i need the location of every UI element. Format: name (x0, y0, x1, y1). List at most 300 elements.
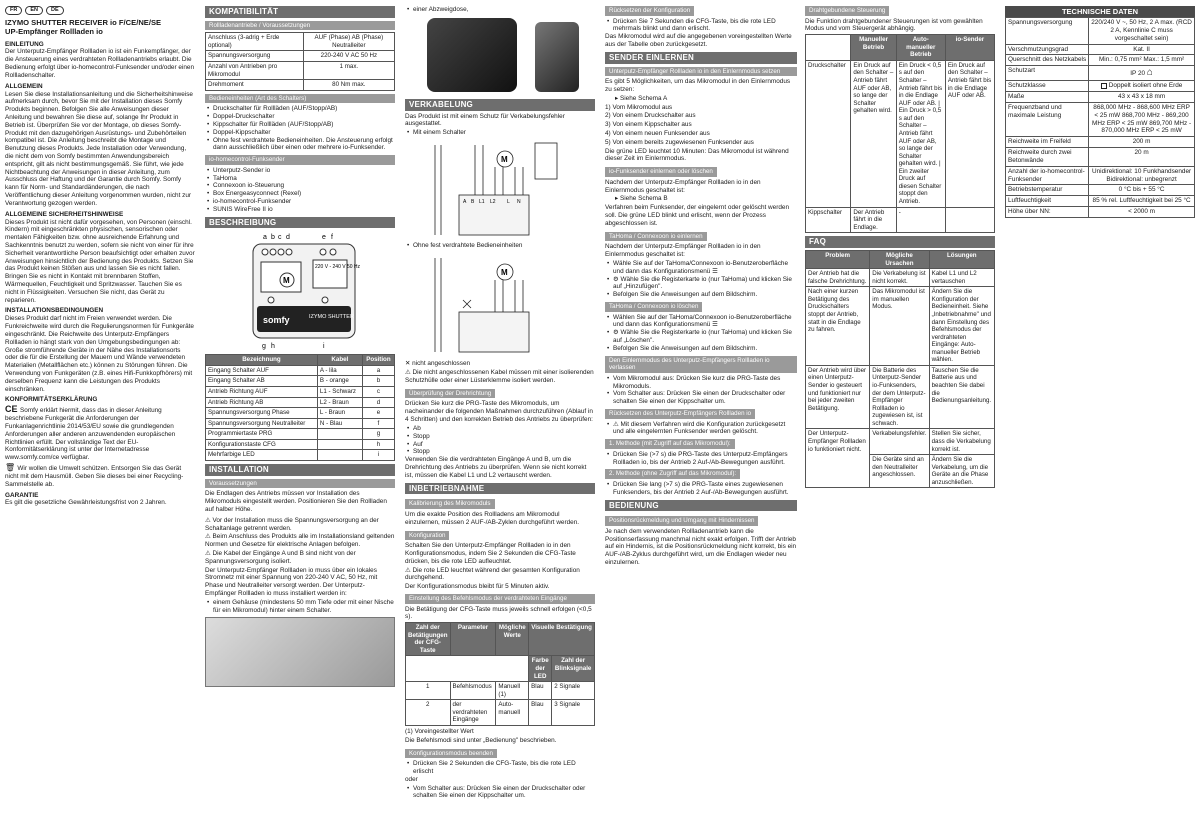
list-item: • Drücken Sie lang (>7 s) die PRG-Taste eines zugewiesenen Funksenders, bis der Antrieb 2 Auf-/Ab-Bewegungen ausführt. (605, 481, 797, 497)
terminal-label: L2 (490, 199, 496, 205)
cell: Ein Druck auf den Schalter – Antrieb fährt AUF oder AB, so lange der Schalter gehalten wird. (851, 60, 896, 207)
subsection-configuration: Konfiguration (405, 531, 449, 541)
list-item: • Befolgen Sie die Anweisungen auf dem Bildschirm. (605, 345, 797, 353)
table-row (806, 207, 995, 233)
item-text: Mit diesem Verfahren wird die Konfiguration zurückgesetzt und alle eingelernten Funksender werden gelöscht. (613, 420, 786, 436)
option-line: 4) Von einem neuen Funksender aus (605, 130, 710, 137)
section-title-operation: BEDIENUNG (605, 500, 797, 512)
table-row (1006, 44, 1195, 55)
language-flags (5, 6, 195, 15)
list-item (605, 260, 797, 276)
cell: Druckschalter (806, 60, 851, 207)
warning-line: Vor der Installation muss die Spannungsversorgung an der Schaltanlage getrennt werden. (205, 516, 379, 532)
subsection-motors: Rollladenantriebe / Voraussetzungen (205, 21, 395, 31)
subsection-tahoma-delete: TaHoma / Connexoon io löschen (605, 302, 702, 312)
list-item: • Stopp (405, 433, 595, 441)
table-row (206, 418, 395, 429)
cell: 220-240 V AC 50 Hz (303, 51, 394, 62)
faq-table (805, 250, 995, 488)
recycle-bin-icon: 🗑 (5, 463, 18, 473)
section-heading: GARANTIE (5, 491, 39, 499)
cell: 2 (406, 700, 451, 726)
cell: Maße (1006, 92, 1089, 103)
schema-text: Siehe Schema A (619, 94, 668, 102)
header-cell: Lösungen (929, 251, 994, 269)
doc-subtitle: UP-Empfänger Rollladen io (5, 27, 103, 37)
cell: Betriebstemperatur (1006, 185, 1089, 196)
table-row (206, 33, 395, 51)
gear-icon: ⚙ (613, 329, 621, 337)
terminal (330, 249, 336, 255)
cell: Das Mikromodul ist im manuellen Modus. (870, 287, 929, 366)
cell: Min.: 0,75 mm² Max.: 1,5 mm² (1089, 55, 1195, 66)
sender-list (205, 167, 395, 214)
install-text: Der Unterputz-Empfänger Rollladen io muss über ein lokales Stromnetz mit einer Spannung von 220-240 V AC, 50 Hz, mit Phase und Neutralleiter versorgt werden. Der Unterputz-Empfänger Rollladen io muss installiert werden in: (205, 566, 378, 597)
cell: Ändern Sie die Verkabelung, um die Geräte an die Phase anzuschließen. (929, 455, 994, 488)
subsection-exit-config: Konfigurationsmodus beenden (405, 749, 497, 759)
cell: d (362, 397, 394, 408)
subsection-reset-config: Rücksetzen der Konfiguration (605, 6, 694, 16)
list-item: • Stopp (405, 448, 595, 456)
header-cell (806, 35, 851, 61)
cell: Anzahl von Antrieben pro Mikromodul (206, 62, 304, 80)
exit-list (405, 760, 595, 776)
warning-text (405, 369, 595, 385)
subsection-direction: Überprüfung der Drehrichtung (405, 389, 495, 399)
cell: Der Unterputz-Empfänger Rollladen io funktioniert nicht. (806, 429, 870, 488)
table-header-row (406, 656, 595, 682)
cell (317, 439, 362, 450)
wiring-list (405, 129, 595, 137)
section-heading: KONFORMITÄTSERKLÄRUNG (5, 396, 98, 404)
section-title-commissioning: INBETRIEBNAHME (405, 483, 595, 495)
section-title-faq: FAQ (805, 236, 995, 248)
device-diagram (205, 230, 395, 352)
button-prg (268, 297, 274, 303)
table-row (1006, 92, 1195, 103)
cell: Spannungsversorgung Phase (206, 408, 318, 419)
cell: Höhe über NN: (1006, 206, 1089, 217)
subsection-command-mode: Einstellung des Befehlsmodus der verdrahteten Eingänge (405, 594, 595, 604)
reset-list (605, 18, 797, 34)
label-e: e (322, 234, 326, 242)
cell: 200 m (1089, 137, 1195, 148)
section-heading: ALLGEMEIN (5, 82, 43, 90)
cell: Manuell (1) (496, 682, 529, 700)
table-row (1006, 103, 1195, 137)
cell: Stellen Sie sicher, dass die Verkabelung korrekt ist. (929, 429, 994, 455)
column-compat (205, 6, 395, 687)
subsection-exit-learn: Den Einlernmodus des Unterputz-Empfängers Rollladen io verlassen (605, 356, 797, 373)
install-text: Die Endlagen des Antriebs müssen vor Installation des Mikromoduls eingestellt werden. Positionieren Sie den Rollladen auf halber Höhe. (205, 490, 387, 513)
warning-text (205, 550, 395, 566)
table-row (206, 80, 395, 91)
cell: Befehlsmodus (450, 682, 496, 700)
conformity-text: Somfy erklärt hiermit, dass das in dieser Anleitung beschriebene Funkgerät die Anforderungen der Funkanlagenrichtlinie 2014/53/EU sowie die grundlegenden Anforderungen aller anderen anzuwendenden europäischen Richtlinien erfüllt. Der vollständige Text der EU-Konformitätserklärung ist unter der Internetadresse www.somfy.com/ce verfügbar. (5, 407, 176, 462)
table-header-row (406, 623, 595, 656)
warning-icon: ⚠ (205, 549, 213, 557)
installation-photo (205, 617, 395, 687)
cell: Anschluss (3-adrig + Erde optional) (206, 33, 304, 51)
subsection-wired-control: Drahtgebundene Steuerung (805, 6, 889, 16)
section-title-installation: INSTALLATION (205, 464, 395, 476)
exit-learn-list (605, 375, 797, 406)
motor-letter: M (283, 276, 290, 286)
warning-icon: ⚠ (205, 533, 213, 541)
arrow-icon: ▸ (615, 195, 620, 203)
cell: Antrieb Richtung AB (206, 397, 318, 408)
table-row (206, 439, 395, 450)
section-text: Dieses Produkt darf nicht im Freien verwendet werden. Die Funkreichweite wird durch die Regulierungsnormen für Funkgeräte eingeschränkt. Die Reichweite des Unterputz-Empfängers Rollladen io hängt stark von den Umgebungsbedingungen ab: Große stromführende Geräte in der Nähe des Installationsorts oder die für die Erstellung der Mauern und Wände verwendeten Materialien (Metallflächen etc.) können zu Störungen führen. Die Verwendung von Funkgeräten (z.B. eines Hifi-Funkkopfhörers) mit derselben Frequenz kann die Leistungen des Produkts einschränken. (5, 315, 194, 393)
learn-text: Es gibt 5 Möglichkeiten, um das Mikromodul in den Einlernmodus zu setzen: (605, 78, 791, 93)
device-illustration (205, 230, 395, 352)
cell: 2 Signale (552, 682, 595, 700)
column-technical (1005, 6, 1195, 218)
cell: A - lila (317, 365, 362, 376)
warning-line: Beim Anschluss des Produkts alle im Installationsland geltenden Normen und Gesetze für elektrische Anlagen befolgen. (205, 533, 395, 549)
cell (1089, 81, 1195, 92)
cell: Anzahl der io-homecontrol-Funksender (1006, 166, 1089, 185)
subsection-learn-mode: Unterputz-Empfänger Rollladen io in den Einlernmodus setzen (605, 67, 797, 77)
house-icon: ⌂ (1146, 67, 1153, 79)
cell: Mehrfarbige LED (206, 450, 318, 461)
header-cell: Auto-manueller Betrieb (896, 35, 945, 61)
warning-text (405, 567, 595, 583)
section-text (5, 404, 195, 462)
item-text: Wähle Sie die Registerkarte io (nur TaHoma) und klicken Sie auf „Hinzufügen". (613, 275, 792, 291)
cell: Schutzart (1006, 66, 1089, 81)
list-item: • Auf (405, 441, 595, 449)
reset-text: Das Mikromodul wird auf die angegebenen voreingestellten Werte aus der Tabelle oben zurückgesetzt. (605, 33, 792, 48)
cell: 85 % rel. Luftfeuchtigkeit bei 25 °C (1089, 196, 1195, 207)
list-item: • Ab (405, 425, 595, 433)
cell: Die Geräte sind an den Neutralleiter angeschlossen. (870, 455, 929, 488)
header-cell: Parameter (450, 623, 496, 656)
terminal-label: L1 (479, 199, 485, 205)
table-row (206, 397, 395, 408)
list-item: • Vom Schalter aus: Drücken Sie einen der Druckschalter oder schalten Sie einen der Kippschalter um. (405, 785, 595, 801)
list-item: • Vom Mikromodul aus: Drücken Sie kurz die PRG-Taste des Mikromoduls. (605, 375, 797, 391)
list-item: • TaHoma (205, 175, 395, 183)
warning-text (205, 517, 395, 533)
terminal-label: B (471, 199, 475, 205)
list-item: • Drücken Sie (>7 s) die PRG-Taste des Unterputz-Empfängers Rollladen io, bis der Antrieb 2 Auf-/Ab-Bewegungen ausführt. (605, 451, 797, 467)
table-row (206, 429, 395, 440)
cell: 1 max. (303, 62, 394, 80)
check-text: Drücken Sie kurz die PRG-Taste des Mikromoduls, um nacheinander die folgenden Maßnahmen durchzuführen (Ablauf in 4 Schritten) und den korrekten Betrieb des Antriebs zu überprüfen: (405, 400, 593, 424)
section-heading: ALLGEMEINE SICHERHEITSHINWEISE (5, 210, 124, 218)
header-cell: Zahl der Blinksignale (552, 656, 595, 682)
config-text: Der Konfigurationsmodus bleibt für 5 Minuten aktiv. (405, 583, 550, 591)
terminal-label: A (463, 199, 467, 205)
cell: 220/240 V ~, 50 Hz, 2 A max. (RCD 2 A, Kennlinie C muss vorgeschaltet sein) (1089, 18, 1195, 44)
table-header-row (806, 251, 995, 269)
warning-icon: ⚠ (405, 369, 413, 377)
cell: h (362, 439, 394, 450)
column-wiring (405, 6, 595, 800)
header-cell (406, 656, 529, 682)
table-row (206, 62, 395, 80)
header-cell: Kabel (317, 355, 362, 366)
section-text: Dieses Produkt ist nicht dafür vorgesehen, von Personen (einschl. Kindern) mit eingeschränkten physischen, sensorischen oder mentalen Fähigkeiten bzw. ohne ausreichende Erfahrung und Sachkenntnis benutzt zu werden, sofern sie nicht von einer für ihre Sicherheit verantwortliche Person beaufsichtigt oder erhalten zuvor Anweisungen hinsichtlich der Bedienung des Produkts. Setzen Sie das Produkt keinen Stößen aus und lassen Sie es nicht fallen. Bringen Sie es nicht in Kontakt mit brennbaren Stoffen, Wärmequellen, Feuchtigkeit und Spritzwasser. Tauchen Sie es nicht in Flüssigkeiten. Versuchen Sie nicht, das Gerät zu reparieren. (5, 218, 195, 304)
table-row (1006, 196, 1195, 207)
schema-ref (605, 95, 797, 103)
not-connected-note (405, 360, 595, 368)
cell: Luftfeuchtigkeit (1006, 196, 1089, 207)
table-row (206, 51, 395, 62)
table-row (1006, 66, 1195, 81)
list-item: • Befolgen Sie die Anweisungen auf dem Bildschirm. (605, 291, 797, 299)
table-row (1006, 81, 1195, 92)
warning-line: Die nicht angeschlossenen Kabel müssen mit einer isolierenden Schutzhülle oder einer Lüsterklemme isoliert werden. (405, 369, 594, 385)
table-row (206, 408, 395, 419)
arrow-icon: ▸ (615, 94, 620, 102)
button-cfg (322, 297, 328, 303)
list-item: • Doppel-Kippschalter (205, 129, 395, 137)
cover-photo (535, 22, 579, 92)
item-text: Wählen Sie auf der TaHoma/Connexoon io-Benutzeroberfläche und dann das Konfigurationsmenü (613, 313, 792, 329)
list-item: • Box Energeasyconnect (Rexel) (205, 190, 395, 198)
table-row (206, 376, 395, 387)
device-name: IZYMO SHUTTER (309, 314, 354, 321)
terminal (278, 249, 284, 255)
subsection-io-sender: io-Funksender einlernen oder löschen (605, 167, 717, 177)
cell: B - orange (317, 376, 362, 387)
section-title-wiring: VERKABELUNG (405, 99, 595, 111)
cell: Ändern Sie die Konfiguration der Bedieneinheit. Siehe „Inbetriebnahme" und dann Einstellung des Befehlsmodus der verdrahteten Eingänge: Auto-manueller Betrieb wählen. (929, 287, 994, 366)
cell: 0 °C bis + 55 °C (1089, 185, 1195, 196)
section-text (5, 463, 195, 488)
cell: Kat. II (1089, 44, 1195, 55)
cell (1089, 66, 1195, 81)
cell: b (362, 376, 394, 387)
cell: < 2000 m (1089, 206, 1195, 217)
cell: a (362, 365, 394, 376)
list-item (605, 314, 797, 330)
header-cell: Manueller Betrieb (851, 35, 896, 61)
schema-ref (605, 195, 797, 203)
table-row (1006, 185, 1195, 196)
column-control-faq (805, 6, 995, 488)
check-text: Verwenden Sie die verdrahteten Eingänge A und B, um die Drehrichtung des Antriebs zu überprüfen. Wenn sie nicht korrekt ist, müssen die Kabel L1 und L2 vertauscht werden. (405, 456, 587, 479)
terminal (320, 249, 326, 255)
learn-text: Die grüne LED leuchtet 10 Minuten: Das Mikromodul ist während dieser Zeit im Einlernmodus. (605, 147, 789, 163)
list-item: • Druckschalter für Rollläden (AUF/Stopp/AB) (205, 105, 395, 113)
section-title-description: BESCHREIBUNG (205, 217, 395, 229)
switch-list (205, 105, 395, 152)
subsection-reset-receiver: Rücksetzen des Unterputz-Empfängers Rollladen io (605, 409, 755, 419)
option-line: 3) Von einem Kippschalter aus (605, 121, 692, 129)
footnote: (1) Voreingestellter Wert (405, 727, 474, 735)
cell: Die Verkabelung ist nicht korrekt. (870, 269, 929, 287)
section-title-tech: TECHNISCHE DATEN (1005, 6, 1195, 17)
description-table (205, 354, 395, 461)
label-a: a (263, 234, 267, 242)
cell: Blau (529, 682, 552, 700)
check-list (405, 425, 595, 456)
io-text: Nachdem der Unterputz-Empfänger Rollladen io in den Einlernmodus geschaltet ist: (605, 178, 761, 194)
lang-flag: DE (46, 6, 64, 15)
cell: Konfigurationstaste CFG (206, 439, 318, 450)
table-row (1006, 55, 1195, 66)
table-row (806, 287, 995, 366)
list-item: • Vom Schalter aus: Drücken Sie einen der Druckschalter oder schalten Sie einen der Kippschalter um. (605, 390, 797, 406)
cell: L1 - Schwarz (317, 387, 362, 398)
motor-letter: M (501, 155, 508, 164)
cell: 868,000 MHz - 868,600 MHz ERP < 25 mW 868,700 MHz - 869,200 MHz ERP < 25 mW 869,700 MHz - 870,000 MHz ERP < 25 mW (1089, 103, 1195, 137)
list-item (605, 329, 797, 345)
header-cell: Bezeichnung (206, 355, 318, 366)
subsection-switches: Bedieneinheiten (Art des Schalters) (205, 94, 395, 104)
menu-icon: ☰ (712, 267, 718, 275)
table-row (206, 450, 395, 461)
cell: Eingang Schalter AUF (206, 365, 318, 376)
command-text: Die Betätigung der CFG-Taste muss jeweils schnell erfolgen (<0,5 s). (405, 605, 592, 621)
section-text: Lesen Sie diese Installationsanleitung und die Sicherheitshinweise aufmerksam durch, bevor Sie mit der Installation dieses Somfy Produkts beginnen. Befolgen Sie alle Anweisungen dieser Anleitung und bewahren Sie diese auf, solange Ihr Produkt in Betrieb ist. Überprüfen Sie vor der Montage, ob dieses Somfy-Produkt mit den dazugehörigen Ausrüstungs- und Zubehörteilen kompatibel ist. Die Anleitung beschreibt die Montage und Benutzung dieses Produkts. Jede Installation oder Verwendung, die nicht dem von Somfy bestimmten Anwendungsbereich entspricht, gilt als nicht bestimmungsgemäß. Sie führt, wie jede Nichtbeachtung der Anweisungen in dieser Anleitung, zum Ausschluss der Haftung und der Garantie durch Somfy. Somfy kann für Norm- und Standardänderungen, die nach Veröffentlichung dieser Anleitung vorgenommen wurden, nicht zur Verantwortung gezogen werden. (5, 90, 193, 207)
label-i: i (323, 343, 325, 351)
cell: Drehmoment (206, 80, 304, 91)
position-text: Je nach dem verwendeten Rollladenantrieb kann die Positionserfassung manchmal nicht exakt erfolgen. Trifft der Antrieb auf ein Hindernis, ist die Positionsrückmeldung nicht korrekt, bis ein AUF-/AB-Zyklus durchgeführt wird, um die Endlagen wieder neu einzulernen. (605, 527, 797, 567)
gear-icon: ⚙ (613, 275, 621, 283)
cross-icon: ✕ (405, 360, 413, 368)
cell: Kabel L1 und L2 vertauschen (929, 269, 994, 287)
cell: Ein Druck < 0,5 s auf den Schalter – Antrieb fährt bis in die Endlage AUF oder AB. | Ein Druck > 0,5 s auf den Schalter – Antrieb fährt AUF oder AB, so lange der Schalter gehalten wird. | Ein zweiter Druck auf diesen Schalter stoppt den Antrieb. (896, 60, 945, 207)
list-item: • einem Gehäuse (mindestens 50 mm Tiefe oder mit einer Nische für ein Mikromodul) hinter einem Schalter. (205, 599, 395, 615)
option-line: 1) Vom Mikromodul aus (605, 103, 673, 111)
list-item: • Connexoon io-Steuerung (205, 182, 395, 190)
cell: c (362, 387, 394, 398)
insulation-text: Doppelt isoliert ohne Erde (1108, 82, 1183, 90)
list-item: • Drücken Sie 7 Sekunden die CFG-Taste, bis die rote LED mehrmals blinkt und dann erlischt. (605, 18, 797, 34)
header-cell: Zahl der Betätigungen der CFG-Taste (406, 623, 451, 656)
cell: Auto-manuell (496, 700, 529, 726)
table-row (806, 60, 995, 207)
cell: 80 Nm max. (303, 80, 394, 91)
table-row (1006, 206, 1195, 217)
list-item (605, 276, 797, 292)
cell: Eingang Schalter AB (206, 376, 318, 387)
table-row (406, 682, 595, 700)
list-item: • Mit einem Schalter (405, 129, 595, 137)
tahoma-list (605, 260, 797, 299)
tech-table (1005, 17, 1195, 218)
cell: Kippschalter (806, 207, 851, 233)
list-item: • Unterputz-Sender io (205, 167, 395, 175)
table-row (1006, 137, 1195, 148)
cell: Querschnitt des Netzkabels (1006, 55, 1089, 66)
label-g: g (262, 343, 266, 351)
subsection-method-1: 1. Methode (mit Zugriff auf das Mikromodul): (605, 439, 735, 449)
wiring-diagram-switch (405, 137, 595, 239)
cell: 20 m (1089, 148, 1195, 167)
list-item: • Ohne fest verdrahtete Bedieneinheiten. Die Ansteuerung erfolgt dann ausschließlich über einen oder mehrere io-Funksender. (205, 137, 395, 153)
terminal-label: L (507, 199, 510, 205)
cell: Tauschen Sie die Batterie aus und beachten Sie dabei die Bedienungsanleitung. (929, 365, 994, 429)
header-cell: Mögliche Ursachen (870, 251, 929, 269)
cell: Frequenzband und maximale Leistung (1006, 103, 1089, 137)
table-row (1006, 18, 1195, 44)
warning-line: Die Kabel der Eingänge A und B sind nicht von der Spannungsversorgung isoliert. (205, 549, 356, 565)
cell: Antrieb Richtung AUF (206, 387, 318, 398)
cell: Verschmutzungsgrad (1006, 44, 1089, 55)
table-header-row (806, 35, 995, 61)
header-cell: Visuelle Bestätigung (529, 623, 595, 656)
header-cell: io-Sender (945, 35, 994, 61)
cell: Der Antrieb fährt in die Endlage. (851, 207, 896, 233)
warning-line: Die rote LED leuchtet während der gesamten Konfiguration durchgehend. (405, 566, 580, 582)
table-header-row (206, 355, 395, 366)
cell: Der Antrieb wird über einen Unterputz-Sender io gesteuert und funktioniert nur bei jeder zweiten Betätigung. (806, 365, 870, 429)
list-item: • einer Abzweigdose, (405, 6, 595, 14)
cell: L2 - Braun (317, 397, 362, 408)
list-item: • Kippschalter für Rollläden (AUF/Stopp/AB) (205, 121, 395, 129)
or-text: oder (405, 775, 418, 783)
label-f: f (331, 234, 333, 242)
reset-receiver-list (605, 421, 797, 437)
subsection-prereq: Voraussetzungen (205, 479, 395, 489)
cell: 1 (406, 682, 451, 700)
control-table (805, 34, 995, 233)
terminal (262, 249, 268, 255)
table-row (806, 269, 995, 287)
cell (317, 450, 362, 461)
cell: Unidirektional: 10 Funkhandsender Bidirektional: unbegrenzt (1089, 166, 1195, 185)
terminal (286, 249, 292, 255)
terminal-label: N (517, 199, 521, 205)
table-row (206, 387, 395, 398)
cell: Schutzklasse (1006, 81, 1089, 92)
cell: Spannungsversorgung (1006, 18, 1089, 44)
lang-flag: FR (5, 6, 22, 15)
box-list (405, 6, 595, 14)
tahoma-delete-list (605, 314, 797, 353)
list-item: • io-homecontrol-Funksender (205, 198, 395, 206)
brand-logo: somfy (263, 315, 290, 326)
junction-box-photo (427, 18, 517, 92)
section-heading: INSTALLATIONSBEDINGUNGEN (5, 307, 104, 315)
schema-text: Siehe Schema B (619, 195, 668, 203)
cell: L - Braun (317, 408, 362, 419)
cell: Verkabelungsfehler. (870, 429, 929, 455)
cell: Reichweite durch zwei Betonwände (1006, 148, 1089, 167)
warning-icon: ⚠ (613, 420, 621, 428)
list-item: • Drücken Sie 2 Sekunden die CFG-Taste, bis die rote LED erlischt (405, 760, 595, 776)
cell: Die Batterie des Unterputz-Sender io-Funksenders, der dem Unterputz-Empfänger Rollladen io zugewiesen ist, ist schwach. (870, 365, 929, 429)
cell: Spannungsversorgung (206, 51, 304, 62)
ip-rating: IP 20 (1130, 70, 1146, 78)
table-row (206, 365, 395, 376)
wiring-list (405, 242, 595, 250)
header-cell: Problem (806, 251, 870, 269)
option-line: 2) Von einem Druckschalter aus (605, 112, 696, 120)
option-line: 5) Von einem bereits zugewiesenen Funksender aus (605, 138, 754, 146)
label-c: c (278, 234, 282, 242)
wired-text: Die Funktion drahtgebundener Steuerungen ist vom gewählten Modus und vom Steuergerät abhängig. (805, 17, 983, 33)
table-row (1006, 166, 1195, 185)
cell: g (362, 429, 394, 440)
subsection-tahoma-learn: TaHoma / Connexoon io einlernen (605, 232, 707, 242)
cell: Ein Druck auf den Schalter – Antrieb fährt bis in die Endlage AUF oder AB. (945, 60, 994, 207)
environment-text: Wir wollen die Umwelt schützen. Entsorgen Sie das Gerät nicht mit dem Hausmüll. Geben Sie dieses bei einer Recycling-Sammelstelle ab. (5, 465, 184, 488)
cell: e (362, 408, 394, 419)
list-item: • SUNIS WireFree II io (205, 206, 395, 214)
warning-text (205, 533, 395, 549)
cell (317, 429, 362, 440)
cell: der verdrahteten Eingänge (450, 700, 496, 726)
list-item: • Doppel-Druckschalter (205, 113, 395, 121)
warning-icon: ⚠ (205, 516, 213, 524)
header-cell: Position (362, 355, 394, 366)
